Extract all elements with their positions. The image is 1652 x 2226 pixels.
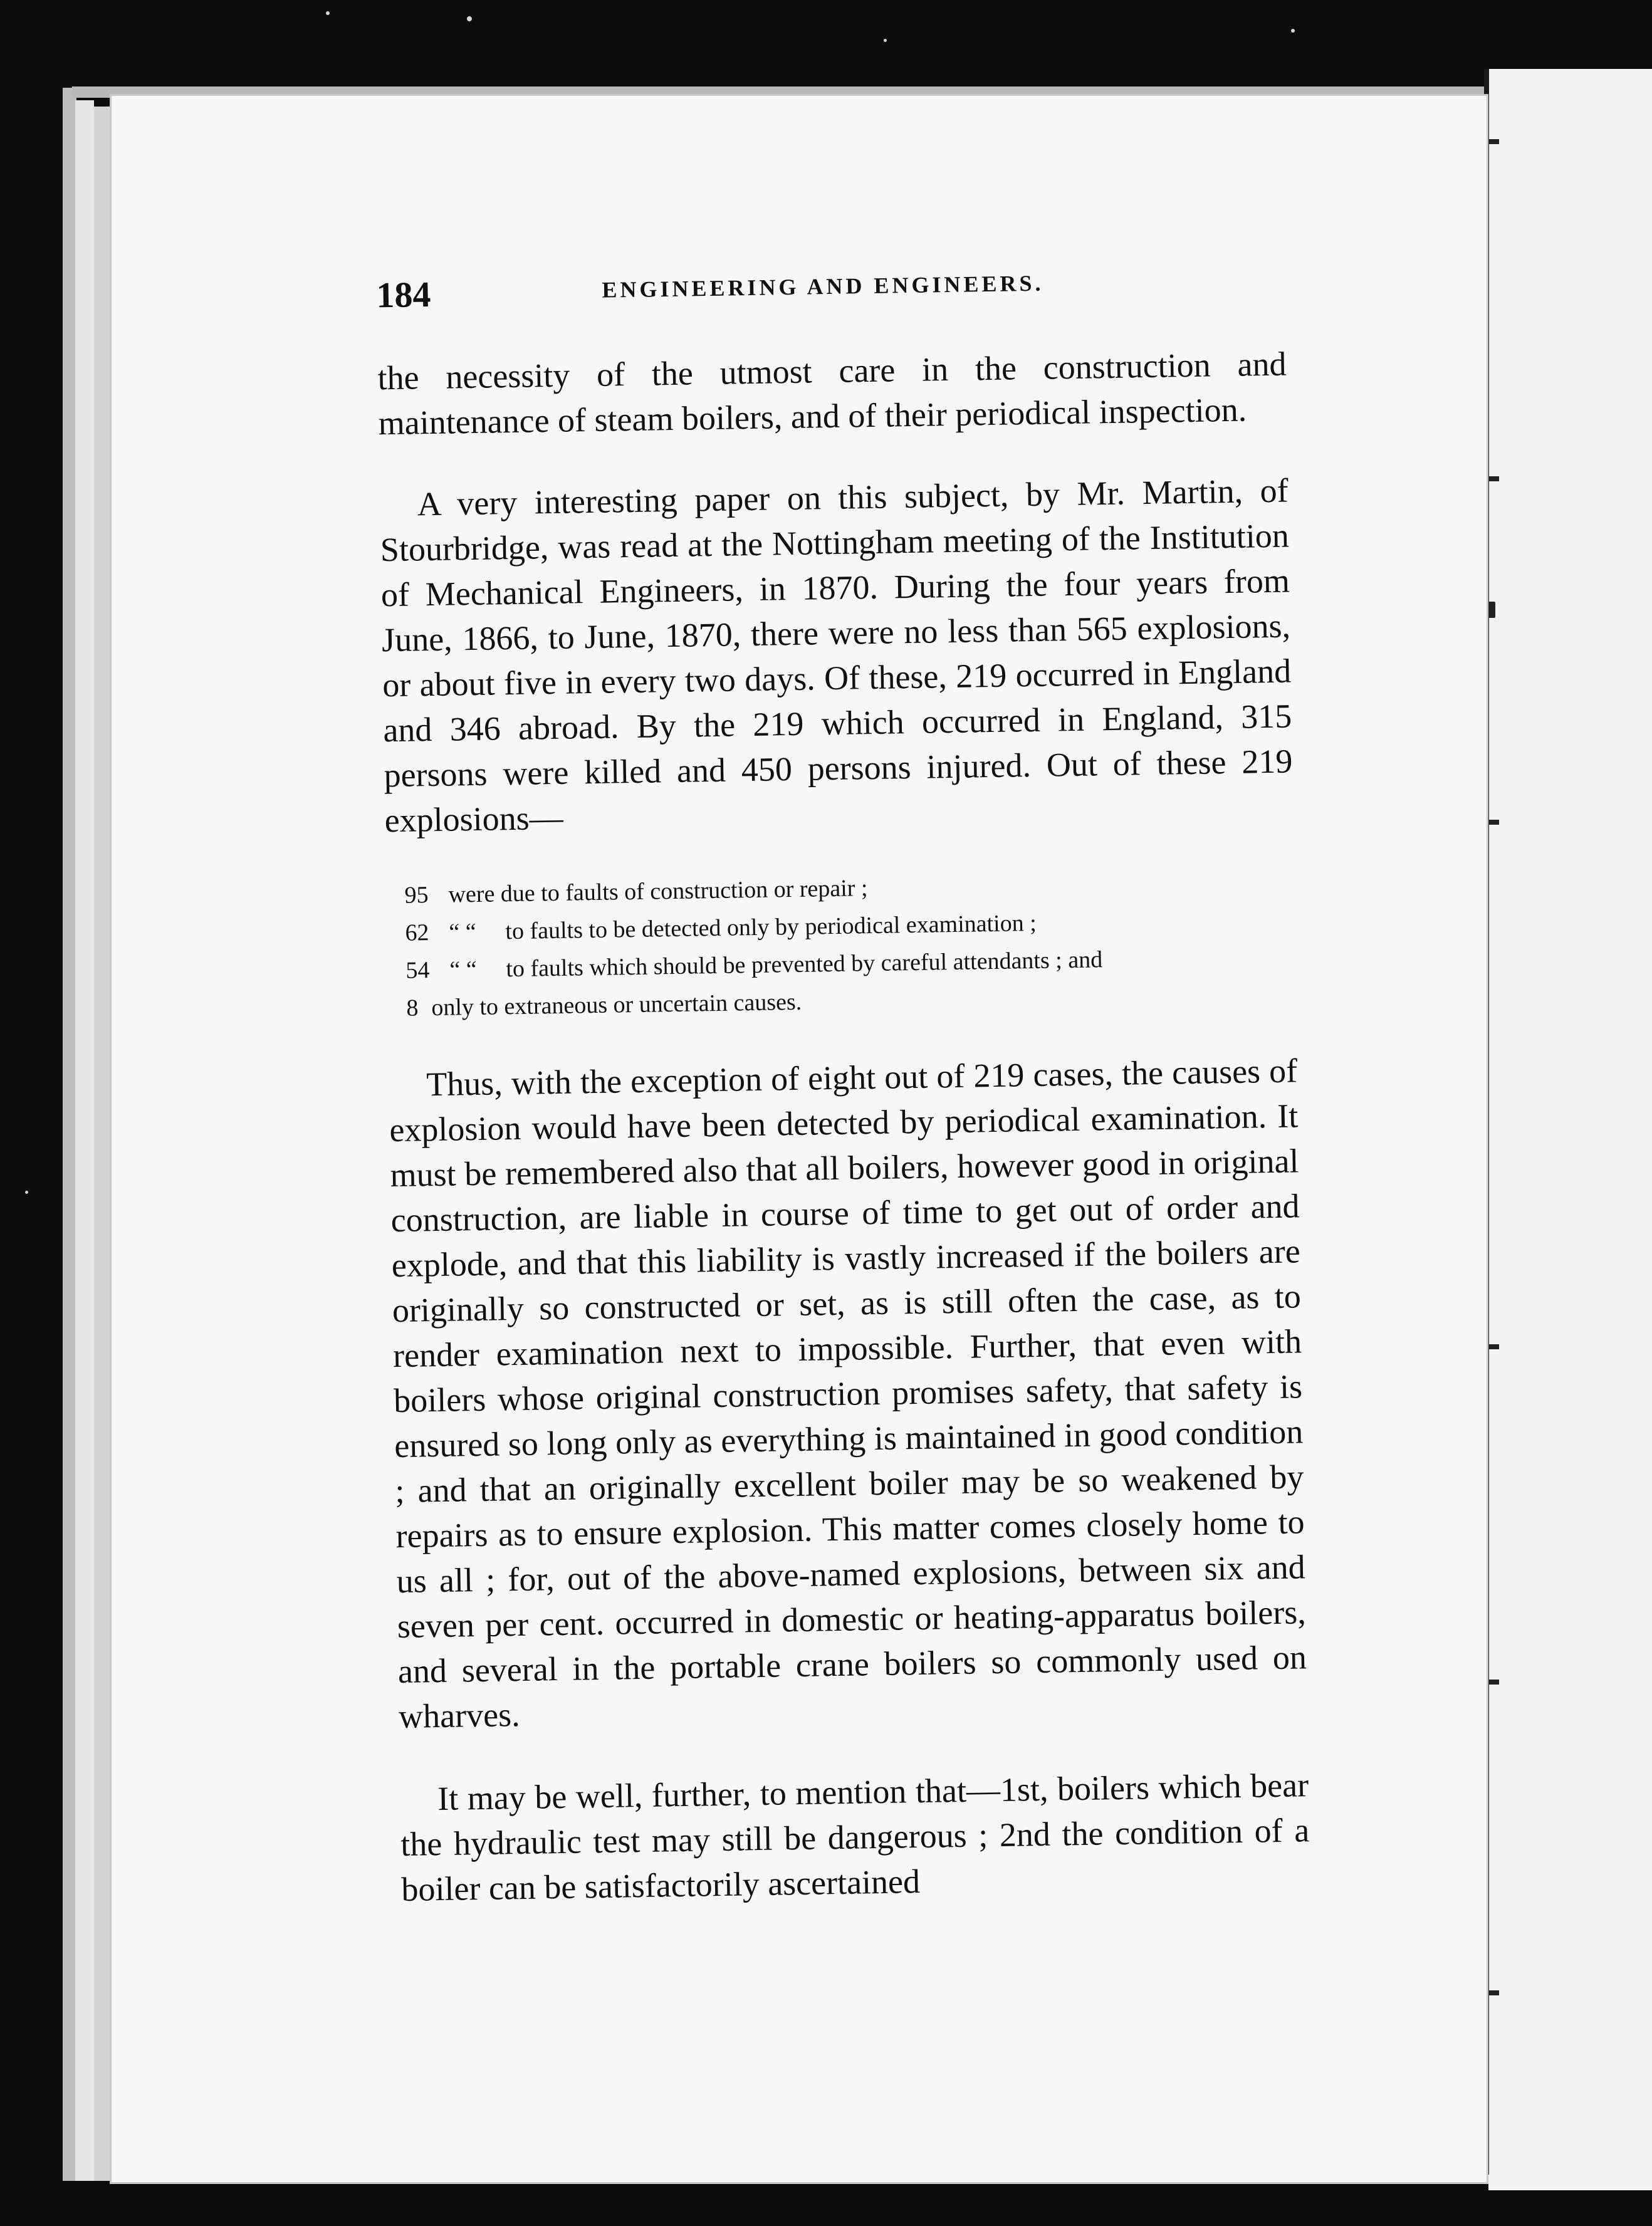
- paragraph-martin-paper: A very interesting paper on this subject, by Mr. Martin, of Stourbridge, was read at the Nottingham meeting of the Institution of Mechanical Engineers, in 1870. During the four years from June, 1866, to June, 1870, there were no less than 565 explosions, or about five in every two days. Of these, 219 occurred in England and 346 abroad. By the 219 which occurred in England, 315 persons were killed and 450 persons injured. Out of these 219 explosions—: [380, 471, 1293, 840]
- list-item-count: 95: [404, 882, 429, 909]
- ditto-marks: “ “: [449, 918, 477, 946]
- page-edge: [75, 100, 94, 2181]
- ditto-marks: “ “: [449, 956, 477, 983]
- page-edge: [94, 107, 110, 2181]
- explosion-causes-list: [404, 862, 1315, 1027]
- list-item-text: to faults to be detected only by periodical examination ;: [505, 909, 1037, 945]
- list-item-count: 8: [406, 995, 419, 1022]
- page-content: [269, 259, 1323, 1913]
- dust-speck: [884, 39, 887, 42]
- page-header: ENGINEERING AND ENGINEERS.: [602, 270, 1044, 303]
- dust-speck: [25, 1191, 28, 1194]
- list-item-count: 54: [405, 957, 430, 984]
- dust-speck: [1291, 29, 1295, 33]
- list-item-text: were due to faults of construction or repair ;: [448, 875, 868, 908]
- list-item-count: 62: [405, 919, 429, 946]
- list-item-text: to faults which should be prevented by careful attendants ; and: [506, 946, 1103, 983]
- dust-speck: [326, 11, 330, 15]
- paragraph-continuation: the necessity of the utmost care in the construction and maintenance of steam boilers, and of their periodical inspection.: [377, 345, 1287, 442]
- paragraph-hydraulic-test: It may be well, further, to mention that—1st, boilers which bear the hydraulic test may still be dangerous ; 2nd the condition of a boiler can be satisfactorily ascertained: [400, 1766, 1310, 1909]
- facing-page: [1488, 69, 1652, 2190]
- list-item-text: only to extraneous or uncertain causes.: [431, 988, 802, 1022]
- page-number: 184: [375, 273, 432, 316]
- paragraph-periodical-examination: Thus, with the exception of eight out of 219 cases, the causes of explosion would have been detected by periodical examination. It must be remembered also that all boilers, however good in original construction, are liable in course of time to get out of order and explode, and that this liability is vastly increased if the boilers are originally so constructed or set, as is still often the case, as to render examination next to impossible. Further, that even with boilers whose original construction promises safety, that safety is ensured so long only as everything is maintained in good condition ; and that an originally excellent boiler may be so weakened by repairs as to ensure explosion. This matter comes closely home to us all ; for, out of the above-named explosions, between six and seven per cent. occurred in domestic or heating-apparatus boilers, and several in the portable crane boilers so commonly used on wharves.: [389, 1052, 1307, 1736]
- dust-speck: [467, 16, 472, 21]
- page-edge: [63, 88, 76, 2181]
